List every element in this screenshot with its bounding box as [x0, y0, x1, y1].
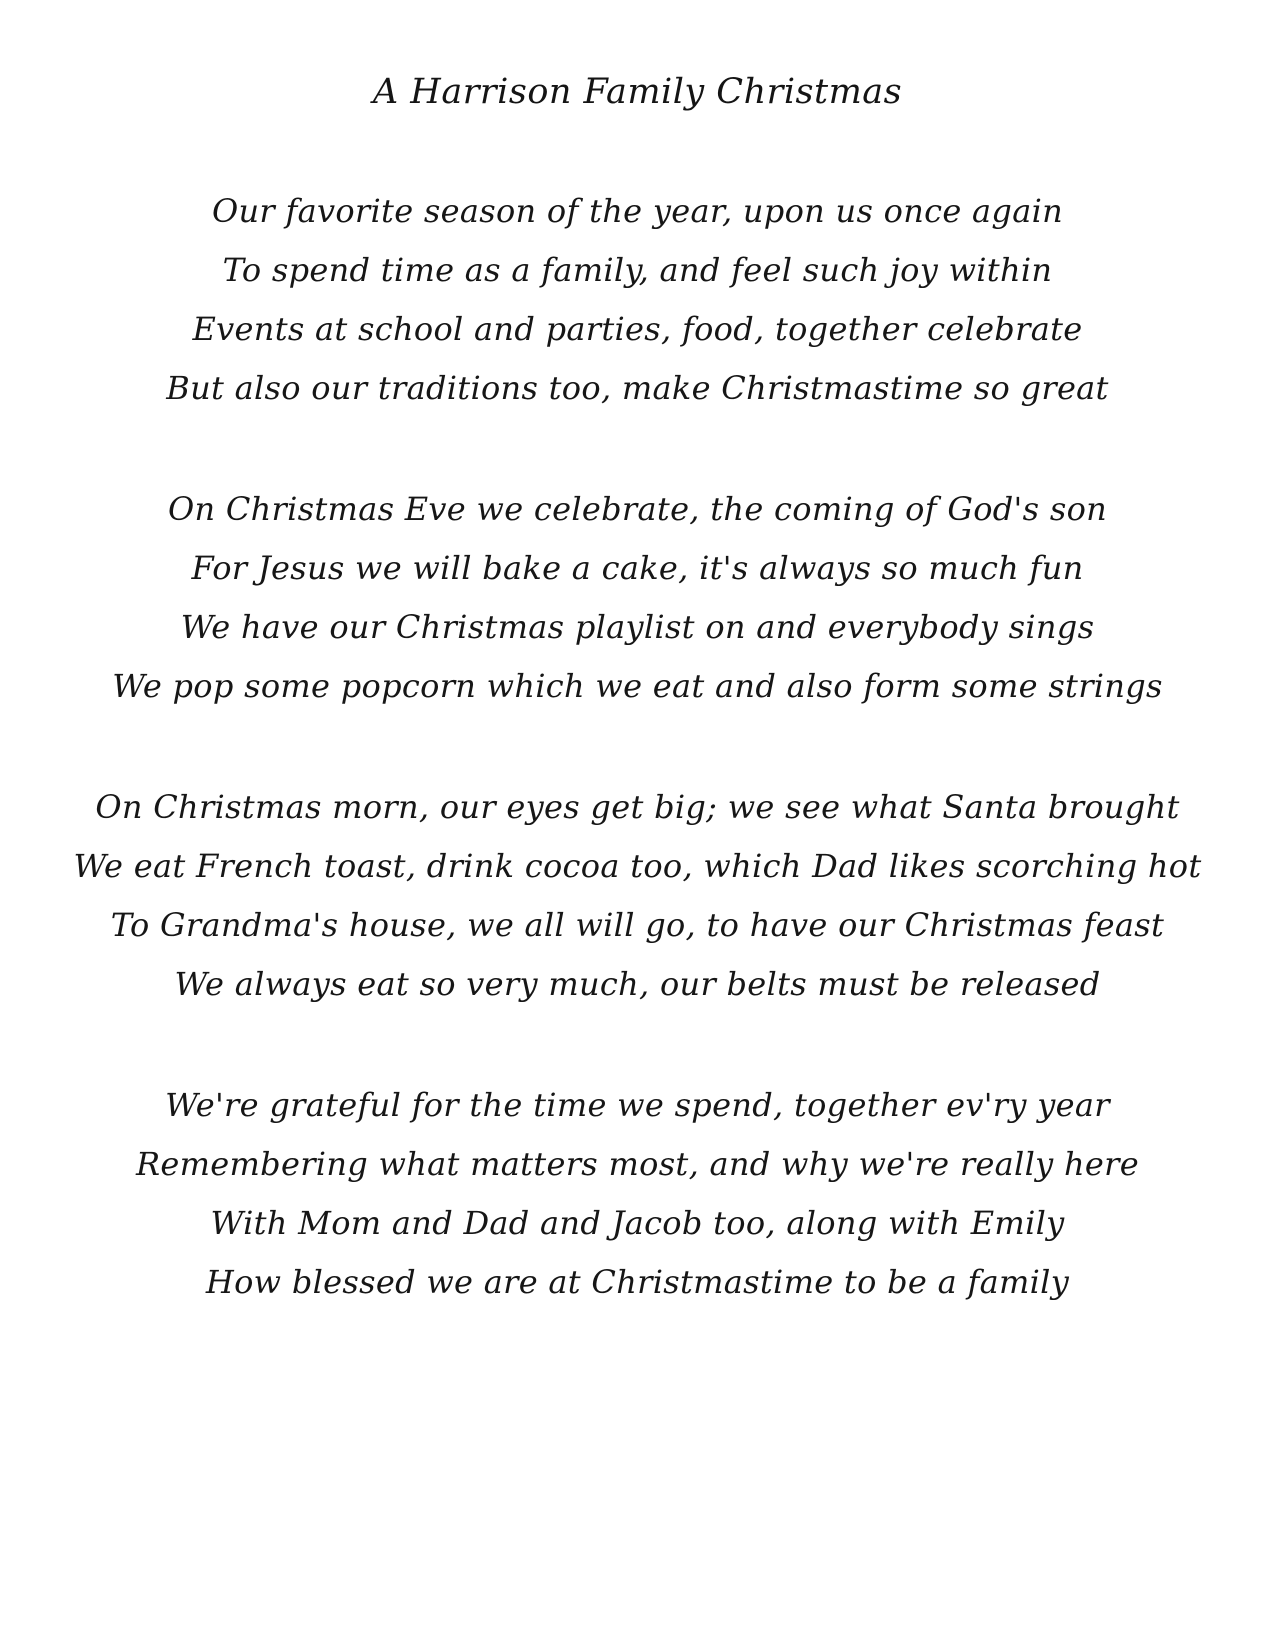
- poem-line: To Grandma's house, we all will go, to have our Christmas feast: [110, 906, 1165, 944]
- poem-line: Our favorite season of the year, upon us once again: [211, 192, 1064, 230]
- stanza: [0, 182, 1275, 418]
- poem-line: For Jesus we will bake a cake, it's always so much fun: [191, 549, 1084, 587]
- poem-body: [0, 182, 1275, 1312]
- poem-line: We're grateful for the time we spend, together ev'ry year: [165, 1086, 1110, 1124]
- stanza: [0, 1076, 1275, 1312]
- poem-line: We always eat so very much, our belts must be released: [174, 965, 1101, 1003]
- poem-line: But also our traditions too, make Christmastime so great: [166, 369, 1109, 407]
- poem-line: We have our Christmas playlist on and everybody sings: [180, 608, 1095, 646]
- poem-line: With Mom and Dad and Jacob too, along with Emily: [210, 1204, 1065, 1242]
- stanza: [0, 480, 1275, 716]
- poem-line: To spend time as a family, and feel such joy within: [222, 251, 1053, 289]
- poem-line: We pop some popcorn which we eat and also form some strings: [112, 667, 1163, 705]
- stanza: [0, 778, 1275, 1014]
- poem-line: Remembering what matters most, and why we're really here: [136, 1145, 1139, 1183]
- poem-line: On Christmas Eve we celebrate, the coming of God's son: [167, 490, 1108, 528]
- poem-line: Events at school and parties, food, together celebrate: [192, 310, 1083, 348]
- poem-line: How blessed we are at Christmastime to be a family: [205, 1263, 1070, 1301]
- poem-line: We eat French toast, drink cocoa too, which Dad likes scorching hot: [73, 847, 1202, 885]
- poem-line: On Christmas morn, our eyes get big; we see what Santa brought: [95, 788, 1180, 826]
- page-title: A Harrison Family Christmas: [372, 72, 903, 112]
